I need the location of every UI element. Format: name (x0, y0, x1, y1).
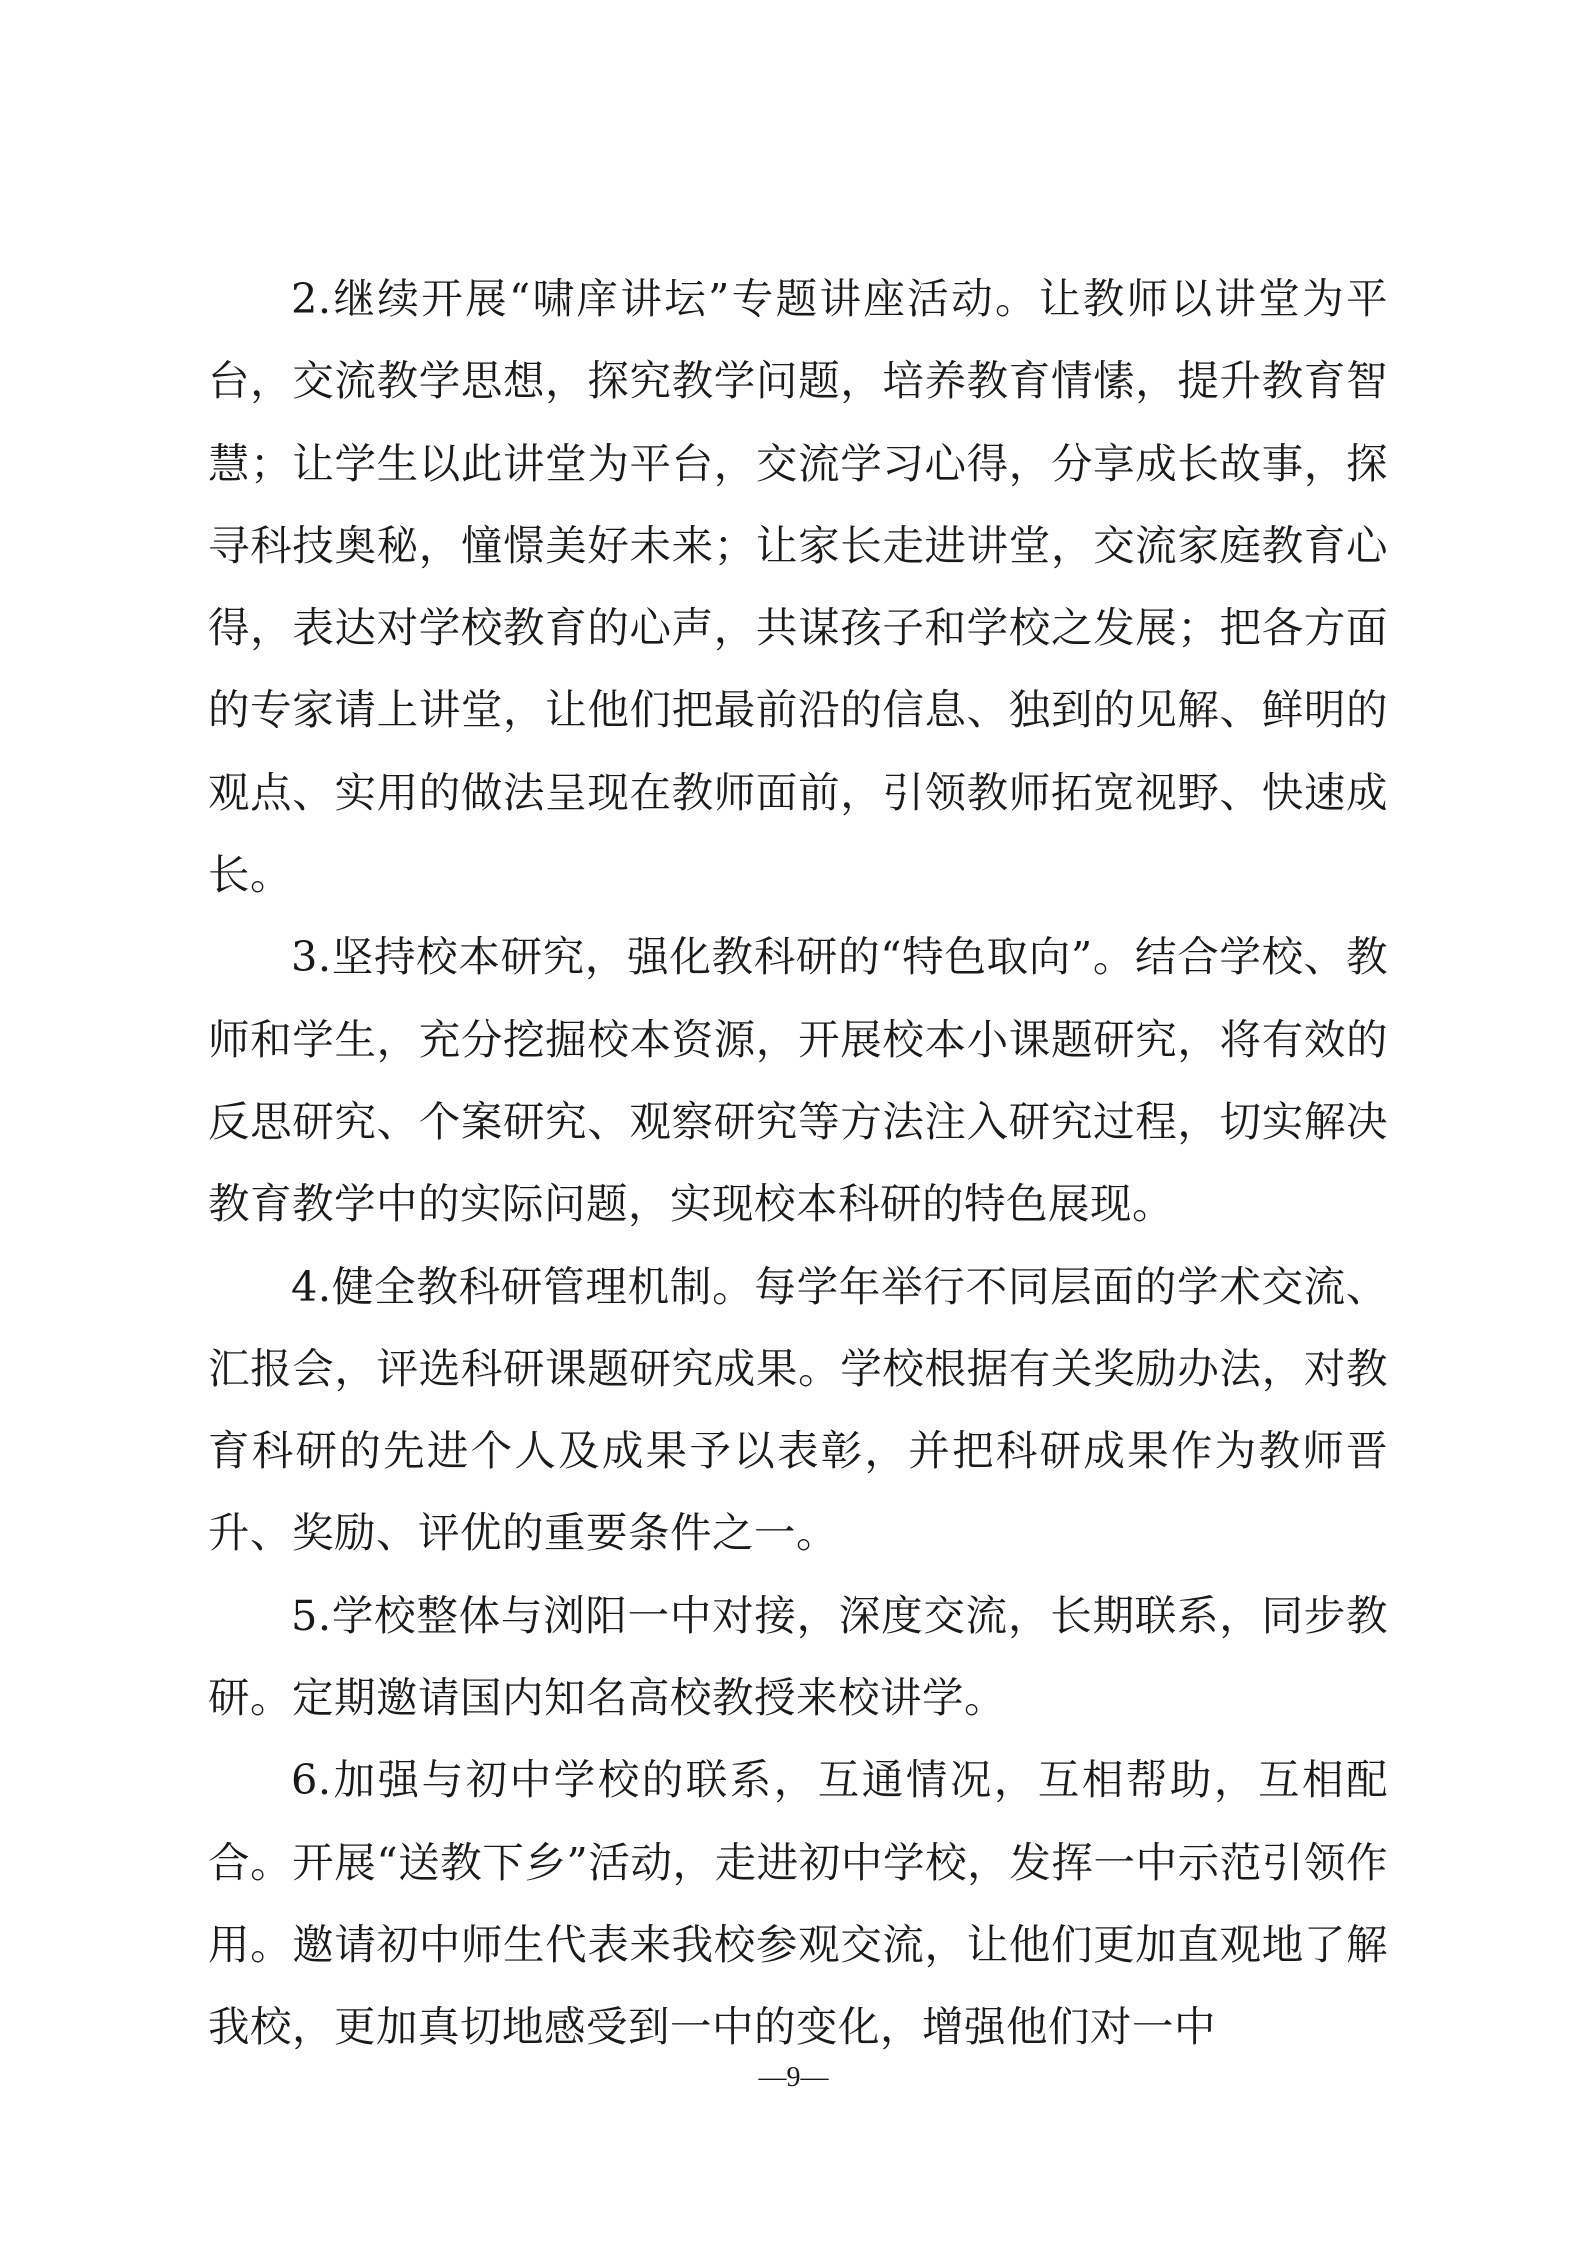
paragraph-2-lecture-forum: 2.继续开展“啸庠讲坛”专题讲座活动。让教师以讲堂为平台，交流教学思想，探究教学问题，培养教育情愫，提升教育智慧；让学生以此讲堂为平台，交流学习心得，分享成长故事，探寻科技奥秘，憧憬美好未来；让家长走进讲堂，交流家庭教育心得，表达对学校教育的心声，共谋孩子和学校之发展；把各方面的专家请上讲堂，让他们把最前沿的信息、独到的见解、鲜明的观点、实用的做法呈现在教师面前，引领教师拓宽视野、快速成长。 (208, 274, 1388, 900)
page-number: —9— (758, 2062, 829, 2093)
paragraph-3-school-research: 3.坚持校本研究，强化教科研的“特色取向”。结合学校、教师和学生，充分挖掘校本资源，开展校本小课题研究，将有效的反思研究、个案研究、观察研究等方法注入研究过程，切实解决教育教学中的实际问题，实现校本科研的特色展现。 (208, 932, 1388, 1229)
paragraph-4-research-management: 4.健全教科研管理机制。每学年举行不同层面的学术交流、汇报会，评选科研课题研究成果。学校根据有关奖励办法，对教育科研的先进个人及成果予以表彰，并把科研成果作为教师晋升、奖励、评优的重要条件之一。 (208, 1261, 1388, 1558)
paragraph-5-liuyang-no1: 5.学校整体与浏阳一中对接，深度交流，长期联系，同步教研。定期邀请国内知名高校教授来校讲学。 (208, 1590, 1388, 1723)
body-text (208, 258, 1388, 2069)
paragraph-6-junior-schools: 6.加强与初中学校的联系，互通情况，互相帮助，互相配合。开展“送教下乡”活动，走进初中学校，发挥一中示范引领作用。邀请初中师生代表来我校参观交流，让他们更加直观地了解我校，更加真切地感受到一中的变化，增强他们对一中 (208, 1755, 1388, 2052)
